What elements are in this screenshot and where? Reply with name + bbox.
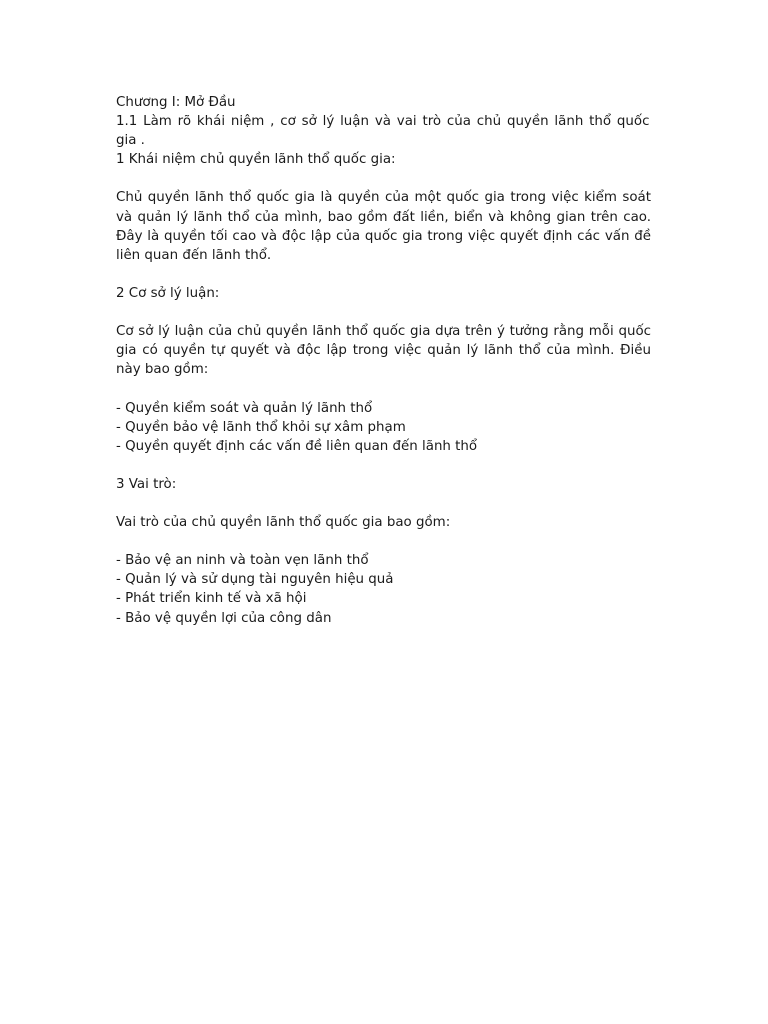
role-list-item: - Quản lý và sử dụng tài nguyên hiệu quả	[116, 572, 394, 588]
concept-paragraph-line: Chủ quyền lãnh thổ quốc gia là quyền của một quốc gia trong việc kiểm soát	[116, 190, 651, 206]
concept-paragraph-line: và quản lý lãnh thổ của mình, bao gồm đất liền, biển và không gian trên cao.	[116, 209, 651, 225]
document-page	[116, 93, 651, 628]
theory-paragraph-line: gia có quyền tự quyết và độc lập trong việc quản lý lãnh thổ của mình. Điều	[116, 343, 651, 359]
concept-paragraph-line: liên quan đến lãnh thổ.	[116, 247, 272, 263]
chapter-title: Chương I: Mở Đầu	[116, 95, 236, 110]
concept-heading: 1 Khái niệm chủ quyền lãnh thổ quốc gia:	[116, 152, 396, 168]
theory-heading: 2 Cơ sở lý luận:	[116, 285, 220, 301]
role-list-item: - Bảo vệ an ninh và toàn vẹn lãnh thổ	[116, 553, 369, 569]
blank-line	[116, 303, 651, 322]
role-intro: Vai trò của chủ quyền lãnh thổ quốc gia bao gồm:	[116, 515, 451, 531]
blank-line	[116, 494, 651, 513]
blank-line	[116, 169, 651, 188]
section-title	[116, 112, 651, 131]
role-heading: 3 Vai trò:	[116, 476, 177, 492]
blank-line	[116, 379, 651, 398]
role-list-item: - Bảo vệ quyền lợi của công dân	[116, 610, 332, 626]
concept-paragraph-line: Đây là quyền tối cao và độc lập của quốc gia trong việc quyết định các vấn đề	[116, 228, 651, 244]
theory-list-item: - Quyền kiểm soát và quản lý lãnh thổ	[116, 400, 373, 416]
theory-list-item: - Quyền bảo vệ lãnh thổ khỏi sự xâm phạm	[116, 419, 406, 435]
theory-list-item: - Quyền quyết định các vấn đề liên quan đến lãnh thổ	[116, 438, 478, 454]
theory-paragraph-line: này bao gồm:	[116, 362, 209, 378]
theory-paragraph-line: Cơ sở lý luận của chủ quyền lãnh thổ quốc gia dựa trên ý tưởng rằng mỗi quốc	[116, 324, 651, 340]
section-title-line-1: 1.1 Làm rõ khái niệm , cơ sở lý luận và vai trò của chủ quyền lãnh thổ quốc	[116, 114, 650, 130]
blank-line	[116, 456, 651, 475]
section-title-line-2: gia .	[116, 133, 145, 149]
blank-line	[116, 265, 651, 284]
blank-line	[116, 532, 651, 551]
role-list-item: - Phát triển kinh tế và xã hội	[116, 591, 307, 607]
